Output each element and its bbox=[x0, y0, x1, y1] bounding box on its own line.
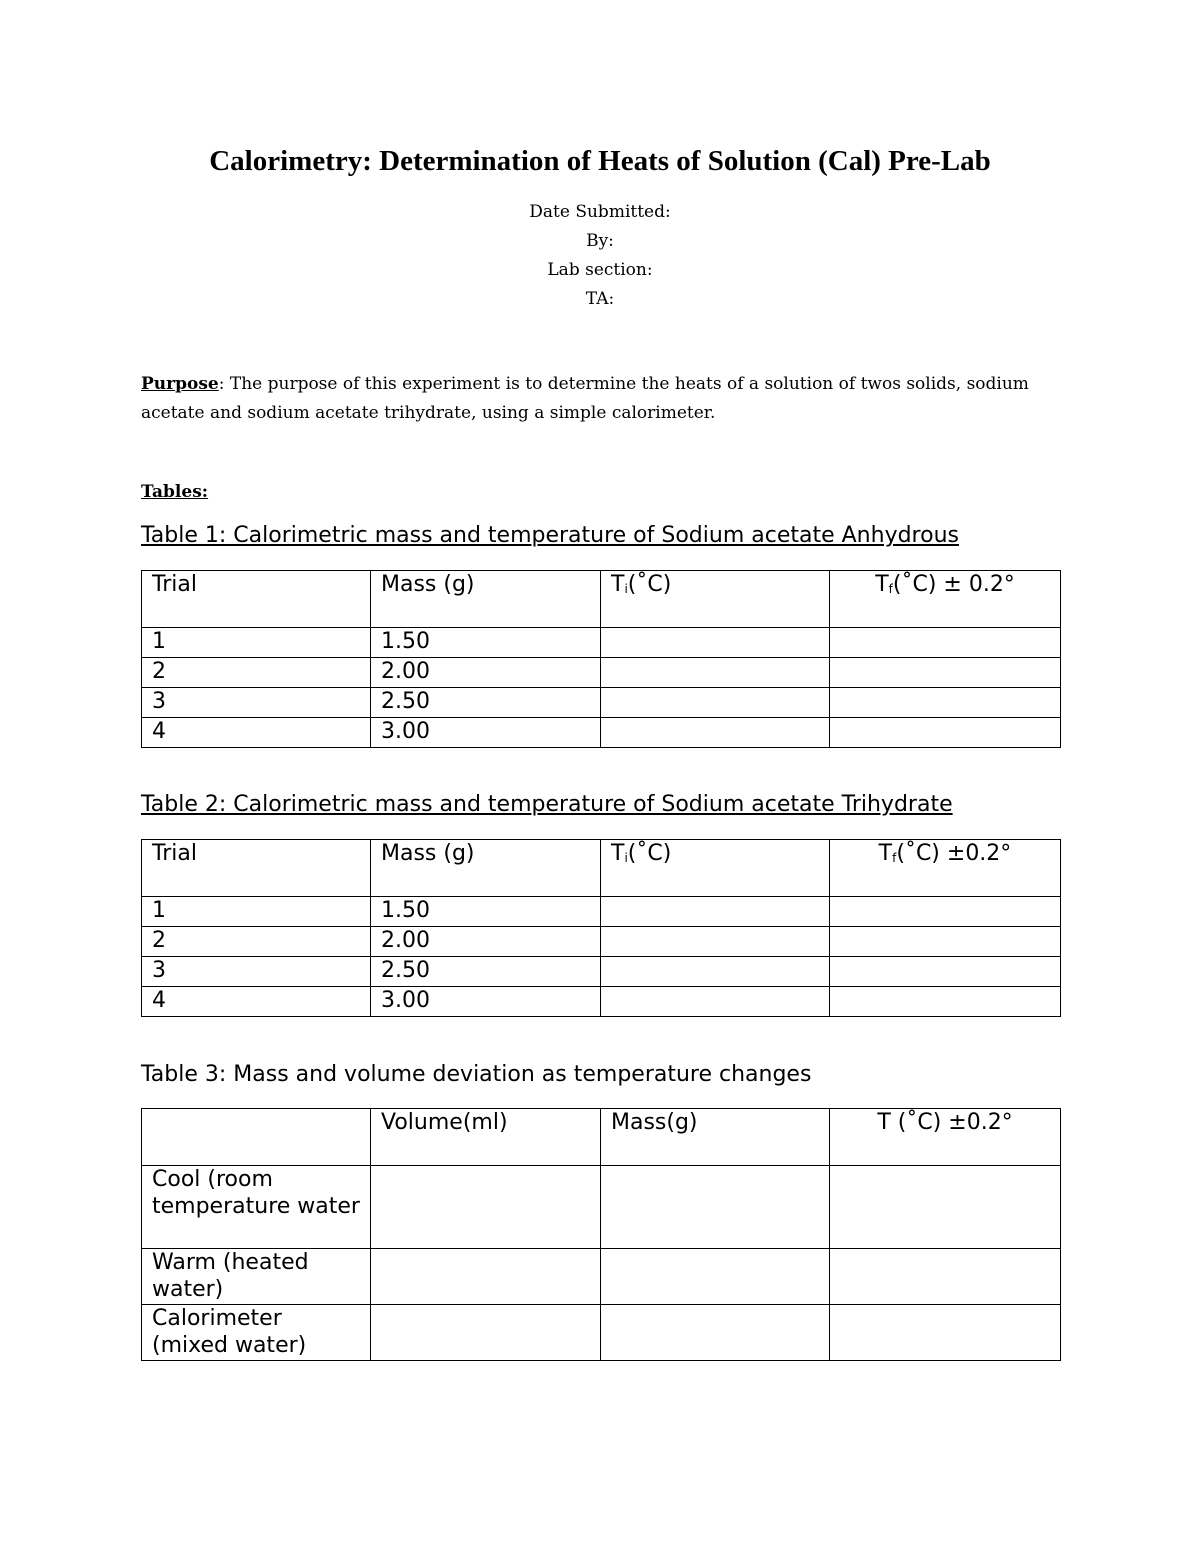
table1-tf-base: T bbox=[875, 572, 889, 597]
table-row bbox=[142, 987, 1061, 1017]
table3-temp-cell[interactable] bbox=[830, 1249, 1061, 1305]
ta-label: TA: bbox=[585, 289, 615, 309]
table3-temp-cell[interactable] bbox=[830, 1305, 1061, 1361]
table2-trial-cell: 2 bbox=[142, 927, 371, 957]
table2-tf-sub: f bbox=[892, 851, 897, 865]
table-row bbox=[142, 957, 1061, 987]
page-title: Calorimetry: Determination of Heats of Solution (Cal) Pre-Lab bbox=[209, 145, 991, 177]
table3-caption: Table 3: Mass and volume deviation as temperature changes bbox=[141, 1062, 812, 1087]
table1-mass-cell: 1.50 bbox=[371, 628, 601, 658]
table1-ti-cell[interactable] bbox=[601, 628, 830, 658]
table3-volume-cell[interactable] bbox=[371, 1166, 601, 1249]
table3-volume-cell[interactable] bbox=[371, 1305, 601, 1361]
table2-tf-cell[interactable] bbox=[830, 927, 1061, 957]
purpose-colon: : bbox=[218, 374, 225, 394]
table1-header-tf bbox=[830, 571, 1061, 628]
table-row bbox=[142, 1249, 1061, 1305]
table-row bbox=[142, 688, 1061, 718]
table1-header-row bbox=[142, 571, 1061, 628]
table-row bbox=[142, 1305, 1061, 1361]
table-row bbox=[142, 897, 1061, 927]
table2-mass-cell: 1.50 bbox=[371, 897, 601, 927]
table1-mass-cell: 3.00 bbox=[371, 718, 601, 748]
table1-trial-cell: 2 bbox=[142, 658, 371, 688]
table1-trial-cell: 1 bbox=[142, 628, 371, 658]
table1-header-mass: Mass (g) bbox=[371, 571, 601, 628]
table1-tf-sub: f bbox=[888, 582, 893, 596]
table1-ti-cell[interactable] bbox=[601, 718, 830, 748]
table2-ti-cell[interactable] bbox=[601, 897, 830, 927]
table2-ti-base: T bbox=[611, 841, 625, 866]
table2-ti-sub: i bbox=[624, 851, 628, 865]
table2-trial-cell: 1 bbox=[142, 897, 371, 927]
table-row bbox=[142, 658, 1061, 688]
table1-trial-cell: 3 bbox=[142, 688, 371, 718]
table1-trial-cell: 4 bbox=[142, 718, 371, 748]
table2-tf-base: T bbox=[878, 841, 893, 866]
table2-ti-cell[interactable] bbox=[601, 957, 830, 987]
table2-mass-cell: 3.00 bbox=[371, 987, 601, 1017]
table2-ti-unit: (˚C) bbox=[627, 841, 672, 866]
table3-mass-cell[interactable] bbox=[601, 1166, 830, 1249]
table-row bbox=[142, 718, 1061, 748]
table-row bbox=[142, 1166, 1061, 1249]
date-submitted-label: Date Submitted: bbox=[529, 202, 671, 222]
table3-mass-cell[interactable] bbox=[601, 1249, 830, 1305]
table2-ti-cell[interactable] bbox=[601, 927, 830, 957]
table1-mass-cell: 2.50 bbox=[371, 688, 601, 718]
table3-header-row bbox=[142, 1109, 1061, 1166]
table1 bbox=[141, 570, 1061, 748]
table2-header-mass: Mass (g) bbox=[371, 840, 601, 897]
table3-temp-cell[interactable] bbox=[830, 1166, 1061, 1249]
table-row bbox=[142, 628, 1061, 658]
table3-header-temp: T (˚C) ±0.2° bbox=[830, 1109, 1061, 1166]
table1-mass-cell: 2.00 bbox=[371, 658, 601, 688]
table-row bbox=[142, 927, 1061, 957]
table2-trial-cell: 3 bbox=[142, 957, 371, 987]
purpose-text: The purpose of this experiment is to determine the heats of a solution of twos solids, sodium acetate and sodium acetate trihydrate, using a simple calorimeter. bbox=[141, 374, 1029, 423]
table2-tf-cell[interactable] bbox=[830, 987, 1061, 1017]
table2-tf-cell[interactable] bbox=[830, 957, 1061, 987]
tables-heading: Tables: bbox=[141, 482, 209, 502]
table2-trial-cell: 4 bbox=[142, 987, 371, 1017]
table2-tf-cell[interactable] bbox=[830, 897, 1061, 927]
table2-mass-cell: 2.00 bbox=[371, 927, 601, 957]
lab-section-label: Lab section: bbox=[547, 260, 653, 280]
table2-mass-cell: 2.50 bbox=[371, 957, 601, 987]
purpose-paragraph bbox=[141, 370, 1061, 428]
table2 bbox=[141, 839, 1061, 1017]
table1-header-ti bbox=[601, 571, 830, 628]
table1-tf-cell[interactable] bbox=[830, 688, 1061, 718]
table1-tf-cell[interactable] bbox=[830, 718, 1061, 748]
table1-tf-cell[interactable] bbox=[830, 628, 1061, 658]
table1-header-trial: Trial bbox=[142, 571, 371, 628]
table1-ti-base: T bbox=[611, 572, 625, 597]
table1-ti-sub: i bbox=[624, 582, 628, 596]
table2-caption: Table 2: Calorimetric mass and temperature of Sodium acetate Trihydrate bbox=[141, 792, 953, 817]
table3-header-volume: Volume(ml) bbox=[371, 1109, 601, 1166]
submission-header bbox=[0, 198, 1200, 314]
by-label: By: bbox=[586, 231, 614, 251]
table1-caption: Table 1: Calorimetric mass and temperature of Sodium acetate Anhydrous bbox=[141, 523, 959, 548]
table2-header-row bbox=[142, 840, 1061, 897]
table3-header-mass: Mass(g) bbox=[601, 1109, 830, 1166]
table3-row-label: Warm (heated water) bbox=[142, 1249, 371, 1305]
table3 bbox=[141, 1108, 1061, 1361]
table3-row-label: Calorimeter (mixed water) bbox=[142, 1305, 371, 1361]
purpose-label: Purpose bbox=[141, 374, 219, 394]
table1-tf-unit: (˚C) ± 0.2° bbox=[892, 572, 1015, 597]
table2-header-trial: Trial bbox=[142, 840, 371, 897]
table2-header-tf bbox=[830, 840, 1061, 897]
table2-tf-unit: (˚C) ±0.2° bbox=[896, 841, 1012, 866]
table3-mass-cell[interactable] bbox=[601, 1305, 830, 1361]
table3-row-label: Cool (room temperature water bbox=[142, 1166, 371, 1249]
table2-ti-cell[interactable] bbox=[601, 987, 830, 1017]
table2-header-ti bbox=[601, 840, 830, 897]
table1-ti-cell[interactable] bbox=[601, 688, 830, 718]
table1-ti-cell[interactable] bbox=[601, 658, 830, 688]
table3-volume-cell[interactable] bbox=[371, 1249, 601, 1305]
table1-tf-cell[interactable] bbox=[830, 658, 1061, 688]
table3-header-blank bbox=[142, 1109, 371, 1166]
table1-ti-unit: (˚C) bbox=[627, 572, 672, 597]
